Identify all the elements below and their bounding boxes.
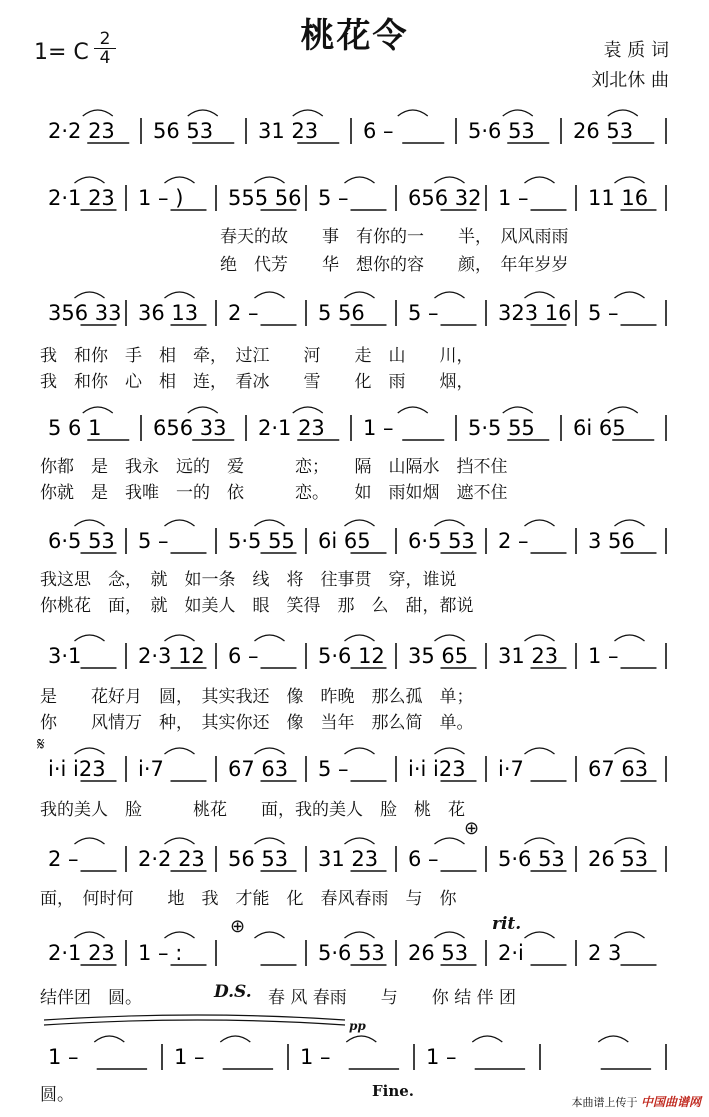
- measure-r3-m4: 5 56: [318, 301, 365, 325]
- slur-r9-m7: [615, 932, 645, 938]
- slur-r5-m1: [75, 520, 105, 526]
- slur-r8-m1: [75, 838, 105, 844]
- lyric-row10: 圆。: [40, 1085, 74, 1105]
- lyric-row3-v2: 我 和你 心 相 连， 看冰 雪 化 雨 烟，: [40, 372, 474, 392]
- slur-r3-m6: [525, 292, 555, 298]
- slur-r4-m1: [83, 407, 113, 413]
- time-signature-top: 2: [99, 29, 111, 49]
- slur-r5-m3: [255, 520, 285, 526]
- segno-mark: 𝄋: [37, 734, 45, 755]
- slur-r4-m3: [293, 407, 323, 413]
- slur-r7-m6: [525, 748, 555, 754]
- measure-r7-m4: 5 –: [318, 757, 349, 781]
- slur-r8-m5: [435, 838, 465, 844]
- lyric-row9-a: 结伴团 圆。: [40, 988, 142, 1008]
- measure-r3-m6: 323 16: [498, 301, 572, 325]
- measure-r7-m7: 67 63: [588, 757, 649, 781]
- measure-r6-m7: 1 –: [588, 644, 619, 668]
- measure-r6-m6: 31 23: [498, 644, 559, 668]
- slur-r3-m7: [615, 292, 645, 298]
- slur-r4-m5: [503, 407, 533, 413]
- slur-r2-m7: [615, 177, 645, 183]
- slur-r9-m4: [345, 932, 375, 938]
- slur-r6-m3: [255, 635, 285, 641]
- slur-r8-m4: [345, 838, 375, 844]
- ritardando-mark: rit.: [492, 914, 522, 934]
- slur-r1-m2: [188, 110, 218, 116]
- measure-r4-m3: 2·1 23: [258, 416, 325, 440]
- lyric-row5-v1: 我这思 念， 就 如一条 线 将 往事贯 穿，谁说: [40, 570, 457, 590]
- slur-r2-m4: [345, 177, 375, 183]
- slur-r4-m4: [398, 407, 428, 413]
- slur-r8-m6: [525, 838, 555, 844]
- measure-r9-m5: 26 53: [408, 941, 469, 965]
- lyric-row6-v2: 你 风情万 种， 其实你还 像 当年 那么简 单。: [40, 713, 474, 733]
- slur-r10-m1: [94, 1036, 124, 1042]
- measure-r4-m6: 6i 65: [573, 416, 626, 440]
- lyricist-credit: 袁 质 词: [603, 40, 669, 61]
- measure-r6-m1: 3·1: [48, 644, 82, 668]
- measure-r8-m6: 5·6 53: [498, 847, 565, 871]
- measure-r3-m1: 356 33: [48, 301, 122, 325]
- slur-r5-m4: [345, 520, 375, 526]
- slur-r7-m1: [75, 748, 105, 754]
- measure-r4-m4: 1 –: [363, 416, 394, 440]
- measure-r3-m3: 2 –: [228, 301, 259, 325]
- measure-r6-m3: 6 –: [228, 644, 259, 668]
- measure-r10-m4: 1 –: [426, 1045, 457, 1069]
- slur-r6-m2: [165, 635, 195, 641]
- slur-r2-m6: [525, 177, 555, 183]
- slur-r9-m2: [165, 932, 195, 938]
- slur-r10-m3: [346, 1036, 376, 1042]
- measure-r5-m1: 6·5 53: [48, 529, 115, 553]
- time-signature-bottom: 4: [94, 48, 116, 67]
- measure-r9-m7: 2 3: [588, 941, 622, 965]
- slur-r3-m5: [435, 292, 465, 298]
- slur-r1-m5: [503, 110, 533, 116]
- key-signature: 1= C: [34, 40, 89, 65]
- measure-r2-m4: 5 –: [318, 186, 349, 210]
- slur-r9-m3: [255, 932, 285, 938]
- measure-r3-m7: 5 –: [588, 301, 619, 325]
- slur-r9-m5: [435, 932, 465, 938]
- measure-r10-m1: 1 –: [48, 1045, 79, 1069]
- measure-r1-m1: 2·2 23: [48, 119, 115, 143]
- slur-r7-m4: [345, 748, 375, 754]
- slur-r3-m1: [75, 292, 105, 298]
- measure-r4-m5: 5·5 55: [468, 416, 535, 440]
- slur-r8-m3: [255, 838, 285, 844]
- measure-r8-m5: 6 –: [408, 847, 439, 871]
- measure-r8-m2: 2·2 23: [138, 847, 205, 871]
- slur-r5-m7: [615, 520, 645, 526]
- measure-r10-m3: 1 –: [300, 1045, 331, 1069]
- slur-r6-m7: [615, 635, 645, 641]
- slur-r6-m5: [435, 635, 465, 641]
- footer-credit: [571, 1093, 701, 1110]
- measure-r2-m2: 1 – ): [138, 186, 184, 210]
- lyric-row9-b: 春 风 春雨 与 你 结 伴 团: [268, 988, 517, 1008]
- slur-r10-m2: [220, 1036, 250, 1042]
- measure-r3-m2: 36 13: [138, 301, 199, 325]
- measure-r8-m3: 56 53: [228, 847, 289, 871]
- slur-r2-m1: [75, 177, 105, 183]
- slur-r6-m4: [345, 635, 375, 641]
- slur-r3-m3: [255, 292, 285, 298]
- measure-r1-m6: 26 53: [573, 119, 634, 143]
- measure-r1-m4: 6 –: [363, 119, 394, 143]
- measure-r6-m2: 2·3 12: [138, 644, 205, 668]
- lyric-row4-v1: 你都 是 我永 远的 爱 恋； 隔 山隔水 挡不住: [40, 457, 508, 477]
- measure-r1-m5: 5·6 53: [468, 119, 535, 143]
- tie-line-2: [44, 1020, 345, 1025]
- measure-r4-m2: 656 33: [153, 416, 227, 440]
- slur-r9-m6: [525, 932, 555, 938]
- measure-r5-m3: 5·5 55: [228, 529, 295, 553]
- fine-mark: Fine.: [372, 1082, 415, 1100]
- measure-r2-m6: 1 –: [498, 186, 529, 210]
- slur-r6-m1: [75, 635, 105, 641]
- slur-r7-m3: [255, 748, 285, 754]
- pianissimo-mark: pp: [349, 1019, 366, 1033]
- coda-mark-1: ⊕: [464, 818, 480, 839]
- measure-r8-m4: 31 23: [318, 847, 379, 871]
- measure-r3-m5: 5 –: [408, 301, 439, 325]
- measure-r5-m2: 5 –: [138, 529, 169, 553]
- slur-r1-m3: [293, 110, 323, 116]
- tie-line-1: [44, 1015, 345, 1020]
- measure-r9-m1: 2·1 23: [48, 941, 115, 965]
- measure-r5-m7: 3 56: [588, 529, 635, 553]
- measure-r9-m4: 5·6 53: [318, 941, 385, 965]
- measure-r7-m6: i·7: [498, 757, 524, 781]
- slur-r1-m4: [398, 110, 428, 116]
- lyric-row7: 我的美人 脸 桃花 面，我的美人 脸 桃 花: [40, 800, 465, 820]
- measure-r4-m1: 5 6 1: [48, 416, 102, 440]
- ds-mark: D.S.: [214, 982, 252, 1002]
- slur-r8-m2: [165, 838, 195, 844]
- footer-text: 本曲谱上传于: [571, 1096, 638, 1109]
- measure-r2-m5: 656 32: [408, 186, 482, 210]
- measure-r8-m7: 26 53: [588, 847, 649, 871]
- slur-r1-m1: [83, 110, 113, 116]
- slur-r8-m7: [615, 838, 645, 844]
- slur-r4-m6: [608, 407, 638, 413]
- slur-r2-m3: [255, 177, 285, 183]
- measure-r6-m5: 35 65: [408, 644, 469, 668]
- measure-r7-m5: i·i i23: [408, 757, 466, 781]
- measure-r10-m2: 1 –: [174, 1045, 205, 1069]
- measure-r9-m6: 2·i: [498, 941, 524, 965]
- measure-r1-m2: 56 53: [153, 119, 214, 143]
- slur-r10-m5: [598, 1036, 628, 1042]
- slur-r6-m6: [525, 635, 555, 641]
- measure-r6-m4: 5·6 12: [318, 644, 385, 668]
- lyric-row4-v2: 你就 是 我唯 一的 依 恋。 如 雨如烟 遮不住: [40, 483, 508, 503]
- slur-r7-m7: [615, 748, 645, 754]
- lyric-row3-v1: 我 和你 手 相 牵， 过江 河 走 山 川，: [40, 346, 474, 366]
- slur-r5-m2: [165, 520, 195, 526]
- lyric-row2-v2: 绝 代芳 华 想你的容 颜， 年年岁岁: [220, 255, 569, 275]
- lyric-row8: 面， 何时何 地 我 才能 化 春风春雨 与 你: [40, 889, 457, 909]
- measure-r9-m2: 1 – :: [138, 941, 183, 965]
- page-title: 桃花令: [300, 16, 409, 56]
- coda-mark-2: ⊕: [230, 916, 246, 937]
- measure-r2-m1: 2·1 23: [48, 186, 115, 210]
- slur-r4-m2: [188, 407, 218, 413]
- slur-r3-m2: [165, 292, 195, 298]
- lyric-row6-v1: 是 花好月 圆， 其实我还 像 昨晚 那么孤 单；: [40, 687, 474, 707]
- slur-r7-m2: [165, 748, 195, 754]
- slur-r2-m2: [165, 177, 195, 183]
- measure-r5-m6: 2 –: [498, 529, 529, 553]
- measure-r2-m7: 11 16: [588, 186, 649, 210]
- measure-r7-m3: 67 63: [228, 757, 289, 781]
- slur-r7-m5: [435, 748, 465, 754]
- slur-r5-m5: [435, 520, 465, 526]
- measure-r7-m1: i·i i23: [48, 757, 106, 781]
- slur-r3-m4: [345, 292, 375, 298]
- slur-r1-m6: [608, 110, 638, 116]
- lyric-row2-v1: 春天的故 事 有你的一 半， 风风雨雨: [220, 227, 569, 247]
- measure-r7-m2: i·7: [138, 757, 164, 781]
- footer-brand: 中国曲谱网: [640, 1095, 701, 1109]
- measure-r1-m3: 31 23: [258, 119, 319, 143]
- slur-r10-m4: [472, 1036, 502, 1042]
- slur-r2-m5: [435, 177, 465, 183]
- lyric-row5-v2: 你桃花 面， 就 如美人 眼 笑得 那 么 甜，都说: [40, 596, 474, 616]
- slur-r9-m1: [75, 932, 105, 938]
- measure-r5-m4: 6i 65: [318, 529, 371, 553]
- measure-r8-m1: 2 –: [48, 847, 79, 871]
- measure-r2-m3: 555 56: [228, 186, 302, 210]
- measure-r5-m5: 6·5 53: [408, 529, 475, 553]
- composer-credit: 刘北休 曲: [591, 70, 669, 91]
- slur-r5-m6: [525, 520, 555, 526]
